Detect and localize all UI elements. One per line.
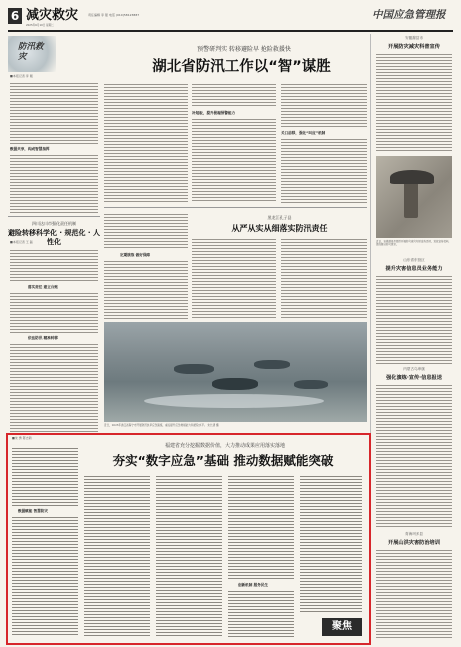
left-mid-rule <box>8 216 100 217</box>
boat-4 <box>294 380 328 389</box>
left-top-body-2 <box>10 153 98 213</box>
main-top-sub2: 关口前移，强化“叫应”机制 <box>281 131 326 135</box>
rescue-drill-photo <box>104 322 367 422</box>
feature-body-col1b <box>12 515 78 637</box>
mid-right-body-b <box>281 237 367 319</box>
right-headline-2: 提升灾害信息员业务能力 <box>385 266 443 272</box>
main-top-body-col1 <box>104 82 188 202</box>
left-mid-headline: 避险转移科学化 · 规范化 · 人性化 <box>7 229 101 246</box>
right-section-4: 青海玛多县 <box>405 532 423 536</box>
section-title: 减灾救灾 <box>26 8 79 23</box>
mid-left-body <box>104 212 188 250</box>
right-photo-1-caption: 近日，安徽滁县市组织开展防灾减灾知识宣传活动，发放宣传资料，提高群众防灾意识。 <box>376 240 452 247</box>
boat-1 <box>174 364 214 374</box>
left-mid-sub2: 依法防汛 精准转移 <box>28 336 59 340</box>
left-mid-author: ■本报记者 王 磊 <box>10 240 33 244</box>
feature-body-col2 <box>84 474 150 637</box>
main-top-sub1: 补短板，提升极端预警能力 <box>192 111 236 115</box>
person-silhouette <box>404 178 418 218</box>
feature-sub2: 创新机制 服务民生 <box>238 583 269 587</box>
feature-sub1: 数据赋能 智慧防灾 <box>18 509 49 513</box>
right-headline-1: 开展防灾减灾科普宣传 <box>388 44 440 50</box>
mid-col-sub1: 定期演练 做好保障 <box>120 253 151 257</box>
page-number: 6 <box>8 8 22 24</box>
right-section-2: 山东省东营区 <box>403 258 425 262</box>
feature-kicker: 福建省充分挖掘数据价值，大力推动成果应用落实落地 <box>164 443 285 449</box>
left-top-author: ■本报记者 李 刚 <box>10 74 33 78</box>
header-rule <box>8 30 453 32</box>
rescue-drill-caption: 近日，2025年浙江省海宁市开展防汛抗旱应急演练，重点提升应急救援能力和抢险水平。 朱长清 摄 <box>104 424 219 427</box>
right-body-3 <box>376 383 452 528</box>
left-top-body <box>10 81 98 145</box>
left-top-subhead: 数据共享，构成智慧指挥 <box>10 147 50 151</box>
feature-corner-label: 聚焦 <box>322 618 362 636</box>
right-body-4 <box>376 548 452 640</box>
right-section-3: 内蒙古乌审旗 <box>403 367 425 371</box>
left-mid-body-3 <box>10 342 98 432</box>
mid-col-kicker: 黑龙江孔子县 <box>267 215 292 220</box>
right-photo-1 <box>376 156 452 238</box>
left-mid-body-2 <box>10 291 98 333</box>
feature-body-col3 <box>156 474 222 637</box>
feature-body-col4a <box>228 474 294 580</box>
umbrella <box>390 170 434 184</box>
main-top-body-col3 <box>281 82 367 128</box>
main-top-body-col2 <box>192 82 276 108</box>
feature-body-col4b <box>228 589 294 637</box>
mid-col-headline: 从严从实从细落实防汛责任 <box>231 224 328 233</box>
right-headline-3: 强化演练·宣传·信息报送 <box>386 375 442 381</box>
right-body-1 <box>376 52 452 152</box>
main-top-rule <box>104 207 367 208</box>
feature-body-col5 <box>300 474 362 614</box>
feature-body-col1a <box>12 446 78 506</box>
main-top-kicker: 预警研判实 转移避险早 抢险救援快 <box>197 46 291 53</box>
left-mid-body <box>10 248 98 282</box>
issue-date: 2025年6月10日 星期二 <box>26 24 54 27</box>
main-top-headline: 湖北省防汛工作以“智”谋胜 <box>152 59 331 75</box>
page-meta: 责任编辑 李 强 电话 (010)58123887 <box>88 13 140 17</box>
masthead: 中国应急管理报 <box>372 9 446 21</box>
main-top-body-col2b <box>192 117 276 203</box>
right-headline-4: 开展山洪灾害防治培训 <box>388 540 440 546</box>
feature-headline: 夯实“数字应急”基础 推动数据赋能突破 <box>112 453 334 468</box>
right-section-1: 安徽滁县市 <box>405 36 423 40</box>
main-top-body-col3b <box>281 137 367 203</box>
mid-right-body-a <box>192 237 276 319</box>
boat-3 <box>212 378 258 390</box>
boat-2 <box>254 360 290 369</box>
left-mid-sub1: 落实责任 建立台账 <box>28 285 59 289</box>
wake <box>144 394 324 408</box>
feature-author: ■朱 勇 陈志新 <box>12 436 32 440</box>
mid-left-body-2 <box>104 259 188 319</box>
right-body-2 <box>376 274 452 364</box>
flood-badge-title: 防汛救灾 <box>18 42 44 62</box>
flood-badge <box>8 36 56 72</box>
left-mid-kicker: 四川达川市强化责任机制 <box>32 221 76 226</box>
